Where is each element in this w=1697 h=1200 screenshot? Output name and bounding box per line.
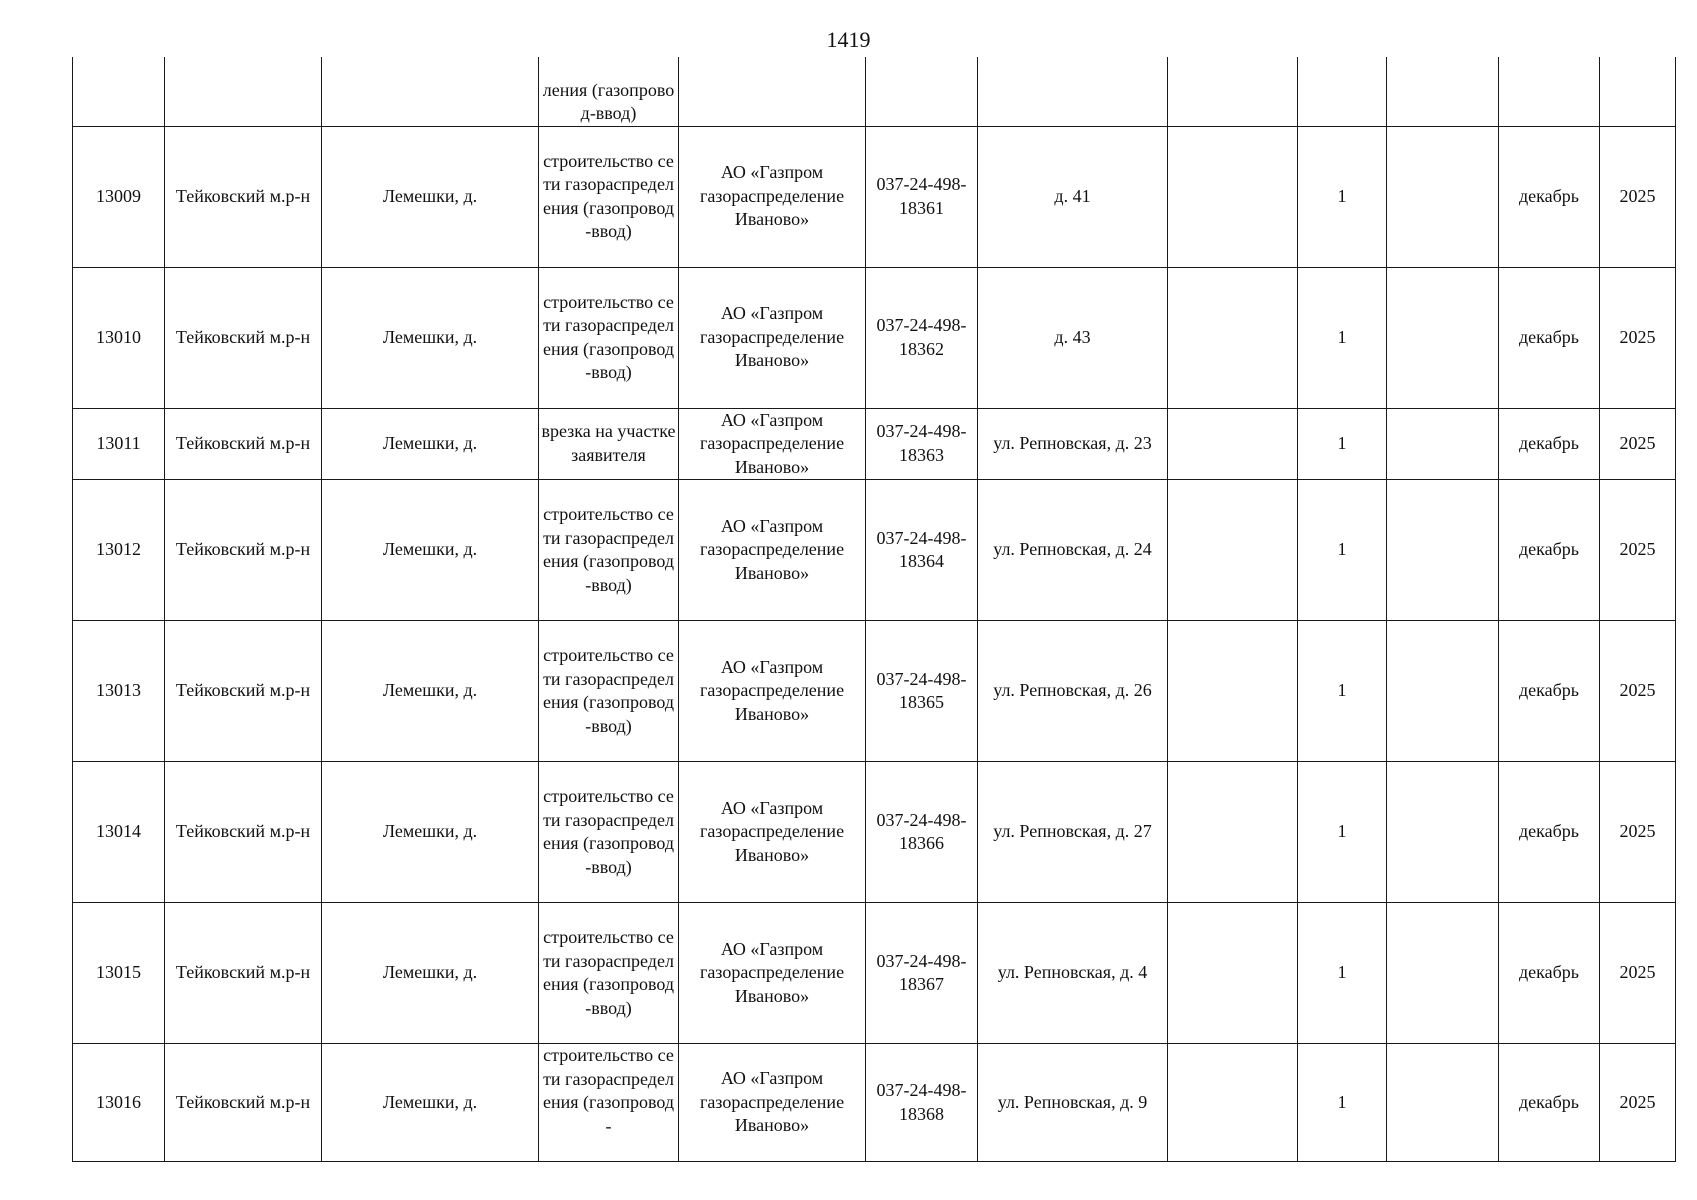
cell-year: 2025 [1600, 126, 1676, 267]
cell-code: 037-24-498-18365 [866, 621, 978, 762]
cell-month: декабрь [1499, 621, 1600, 762]
cell-code: 037-24-498-18367 [866, 903, 978, 1044]
cell-operator: АО «Газпром газораспределение Иваново» [679, 621, 866, 762]
cell-empty [1387, 408, 1499, 480]
cell-work-type: ления (газопровод-ввод) [539, 57, 679, 126]
cell-month: декабрь [1499, 126, 1600, 267]
cell-address: ул. Репновская, д. 27 [978, 762, 1168, 903]
cell-month: декабрь [1499, 762, 1600, 903]
cell-operator: АО «Газпром газораспределение Иваново» [679, 762, 866, 903]
cell-month: декабрь [1499, 903, 1600, 1044]
cell-month: декабрь [1499, 408, 1600, 480]
cell-empty [1387, 57, 1499, 126]
cell-district: Тейковский м.р-н [165, 621, 322, 762]
cell-work-type: строительство сети газораспределения (газопровод-ввод) [539, 762, 679, 903]
cell-address [978, 57, 1168, 126]
cell-year [1600, 57, 1676, 126]
cell-id [73, 57, 165, 126]
cell-count: 1 [1298, 267, 1387, 408]
cell-empty [1387, 267, 1499, 408]
cell-district: Тейковский м.р-н [165, 126, 322, 267]
table-row [73, 480, 1676, 621]
cell-empty [1168, 408, 1298, 480]
cell-empty [1387, 762, 1499, 903]
cell-count: 1 [1298, 1044, 1387, 1162]
cell-district: Тейковский м.р-н [165, 762, 322, 903]
gas-connection-table [72, 57, 1676, 1162]
cell-id: 13014 [73, 762, 165, 903]
cell-month: декабрь [1499, 480, 1600, 621]
cell-id: 13010 [73, 267, 165, 408]
cell-operator: АО «Газпром газораспределение Иваново» [679, 903, 866, 1044]
cell-district: Тейковский м.р-н [165, 903, 322, 1044]
cell-empty [1387, 480, 1499, 621]
cell-district: Тейковский м.р-н [165, 408, 322, 480]
cell-year: 2025 [1600, 762, 1676, 903]
cell-code: 037-24-498-18368 [866, 1044, 978, 1162]
cell-address: ул. Репновская, д. 4 [978, 903, 1168, 1044]
cell-operator: АО «Газпром газораспределение Иваново» [679, 1044, 866, 1162]
cell-address: ул. Репновская, д. 24 [978, 480, 1168, 621]
table-row [73, 408, 1676, 480]
cell-operator: АО «Газпром газораспределение Иваново» [679, 480, 866, 621]
cell-empty [1387, 1044, 1499, 1162]
cell-year: 2025 [1600, 1044, 1676, 1162]
cell-count: 1 [1298, 126, 1387, 267]
cell-operator [679, 57, 866, 126]
table-row [73, 1044, 1676, 1162]
cell-address: ул. Репновская, д. 9 [978, 1044, 1168, 1162]
cell-operator: АО «Газпром газораспределение Иваново» [679, 408, 866, 480]
table-row [73, 762, 1676, 903]
cell-empty [1168, 57, 1298, 126]
page-number: 1419 [826, 27, 871, 52]
cell-district: Тейковский м.р-н [165, 1044, 322, 1162]
cell-month: декабрь [1499, 1044, 1600, 1162]
table-row [73, 621, 1676, 762]
cell-year: 2025 [1600, 903, 1676, 1044]
cell-year: 2025 [1600, 267, 1676, 408]
cell-count [1298, 57, 1387, 126]
cell-settlement: Лемешки, д. [322, 621, 539, 762]
cell-settlement: Лемешки, д. [322, 480, 539, 621]
cell-code [866, 57, 978, 126]
cell-empty [1168, 1044, 1298, 1162]
cell-work-type: строительство сети газораспределения (газопровод-ввод) [539, 480, 679, 621]
cell-year: 2025 [1600, 408, 1676, 480]
cell-empty [1168, 480, 1298, 621]
cell-count: 1 [1298, 762, 1387, 903]
cell-empty [1387, 621, 1499, 762]
cell-code: 037-24-498-18363 [866, 408, 978, 480]
cell-empty [1387, 126, 1499, 267]
cell-empty [1168, 267, 1298, 408]
cell-district [165, 57, 322, 126]
table-row [73, 126, 1676, 267]
cell-id: 13013 [73, 621, 165, 762]
cell-settlement: Лемешки, д. [322, 1044, 539, 1162]
cell-empty [1168, 621, 1298, 762]
cell-count: 1 [1298, 903, 1387, 1044]
cell-code: 037-24-498-18364 [866, 480, 978, 621]
cell-count: 1 [1298, 480, 1387, 621]
cell-work-type: строительство сети газораспределения (газопровод-ввод) [539, 126, 679, 267]
cell-code: 037-24-498-18361 [866, 126, 978, 267]
cell-address: д. 43 [978, 267, 1168, 408]
cell-id: 13015 [73, 903, 165, 1044]
cell-settlement: Лемешки, д. [322, 126, 539, 267]
cell-id: 13011 [73, 408, 165, 480]
cell-work-type: строительство сети газораспределения (газопровод-ввод) [539, 903, 679, 1044]
cell-operator: АО «Газпром газораспределение Иваново» [679, 267, 866, 408]
cell-settlement: Лемешки, д. [322, 903, 539, 1044]
cell-settlement: Лемешки, д. [322, 762, 539, 903]
cell-work-type: строительство сети газораспределения (газопровод-ввод) [539, 621, 679, 762]
cell-settlement [322, 57, 539, 126]
cell-id: 13009 [73, 126, 165, 267]
cell-empty [1168, 762, 1298, 903]
cell-address: ул. Репновская, д. 26 [978, 621, 1168, 762]
cell-code: 037-24-498-18362 [866, 267, 978, 408]
cell-empty [1168, 126, 1298, 267]
cell-work-type: строительство сети газораспределения (газопровод-ввод) [539, 267, 679, 408]
cell-count: 1 [1298, 408, 1387, 480]
cell-count: 1 [1298, 621, 1387, 762]
cell-empty [1387, 903, 1499, 1044]
table-row [73, 267, 1676, 408]
cell-work-type: врезка на участке заявителя [539, 408, 679, 480]
cell-settlement: Лемешки, д. [322, 408, 539, 480]
cell-month: декабрь [1499, 267, 1600, 408]
cell-year: 2025 [1600, 480, 1676, 621]
cell-operator: АО «Газпром газораспределение Иваново» [679, 126, 866, 267]
cell-address: ул. Репновская, д. 23 [978, 408, 1168, 480]
cell-month [1499, 57, 1600, 126]
cell-district: Тейковский м.р-н [165, 480, 322, 621]
cell-id: 13016 [73, 1044, 165, 1162]
cell-code: 037-24-498-18366 [866, 762, 978, 903]
cell-settlement: Лемешки, д. [322, 267, 539, 408]
table-row-continued [73, 57, 1676, 126]
table-row [73, 903, 1676, 1044]
cell-address: д. 41 [978, 126, 1168, 267]
cell-id: 13012 [73, 480, 165, 621]
cell-work-type: строительство сети газораспределения (газопровод- [539, 1044, 679, 1162]
cell-year: 2025 [1600, 621, 1676, 762]
cell-empty [1168, 903, 1298, 1044]
cell-district: Тейковский м.р-н [165, 267, 322, 408]
